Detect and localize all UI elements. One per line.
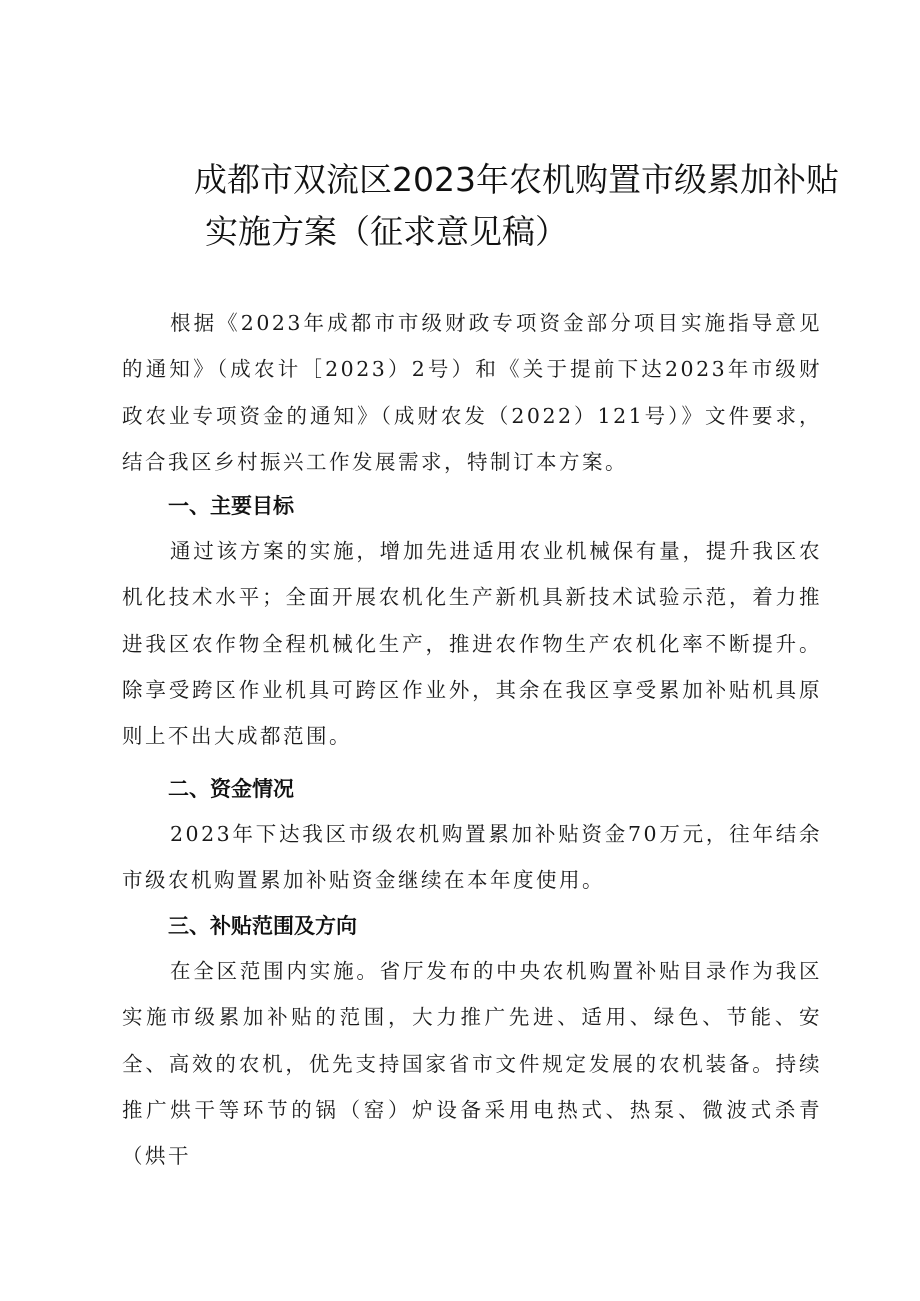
section-body-funding: 2023年下达我区市级农机购置累加补贴资金70万元，往年结余市级农机购置累加补贴资金继续在本年度使用。 [122,822,822,893]
document-title-line-2: 实施方案（征求意见稿） [205,212,568,251]
section-body-scope: 在全区范围内实施。省厅发布的中央农机购置补贴目录作为我区实施市级累加补贴的范围，大力推广先进、适用、绿色、节能、安全、高效的农机，优先支持国家省市文件规定发展的农机装备。持续推广烘干等环节的锅（窑）炉设备采用电热式、热泵、微波式杀青（烘干 [122,959,822,1169]
section-heading-goals: 一、主要目标 [168,494,294,518]
document-title-line-1: 成都市双流区2023年农机购置市级累加补贴 [194,160,839,199]
intro-paragraph: 根据《2023年成都市市级财政专项资金部分项目实施指导意见的通知》（成农计［2023）2号）和《关于提前下达2023年市级财政农业专项资金的通知》（成财农发（2022）121号）》文件要求，结合我区乡村振兴工作发展需求，特制订本方案。 [122,311,822,474]
section-body-goals: 通过该方案的实施，增加先进适用农业机械保有量，提升我区农机化技术水平；全面开展农机化生产新机具新技术试验示范，着力推进我区农作物全程机械化生产，推进农作物生产农机化率不断提升。除享受跨区作业机具可跨区作业外，其余在我区享受累加补贴机具原则上不出大成都范围。 [122,539,822,749]
section-heading-funding: 二、资金情况 [168,777,294,801]
section-heading-scope: 三、补贴范围及方向 [168,914,357,938]
